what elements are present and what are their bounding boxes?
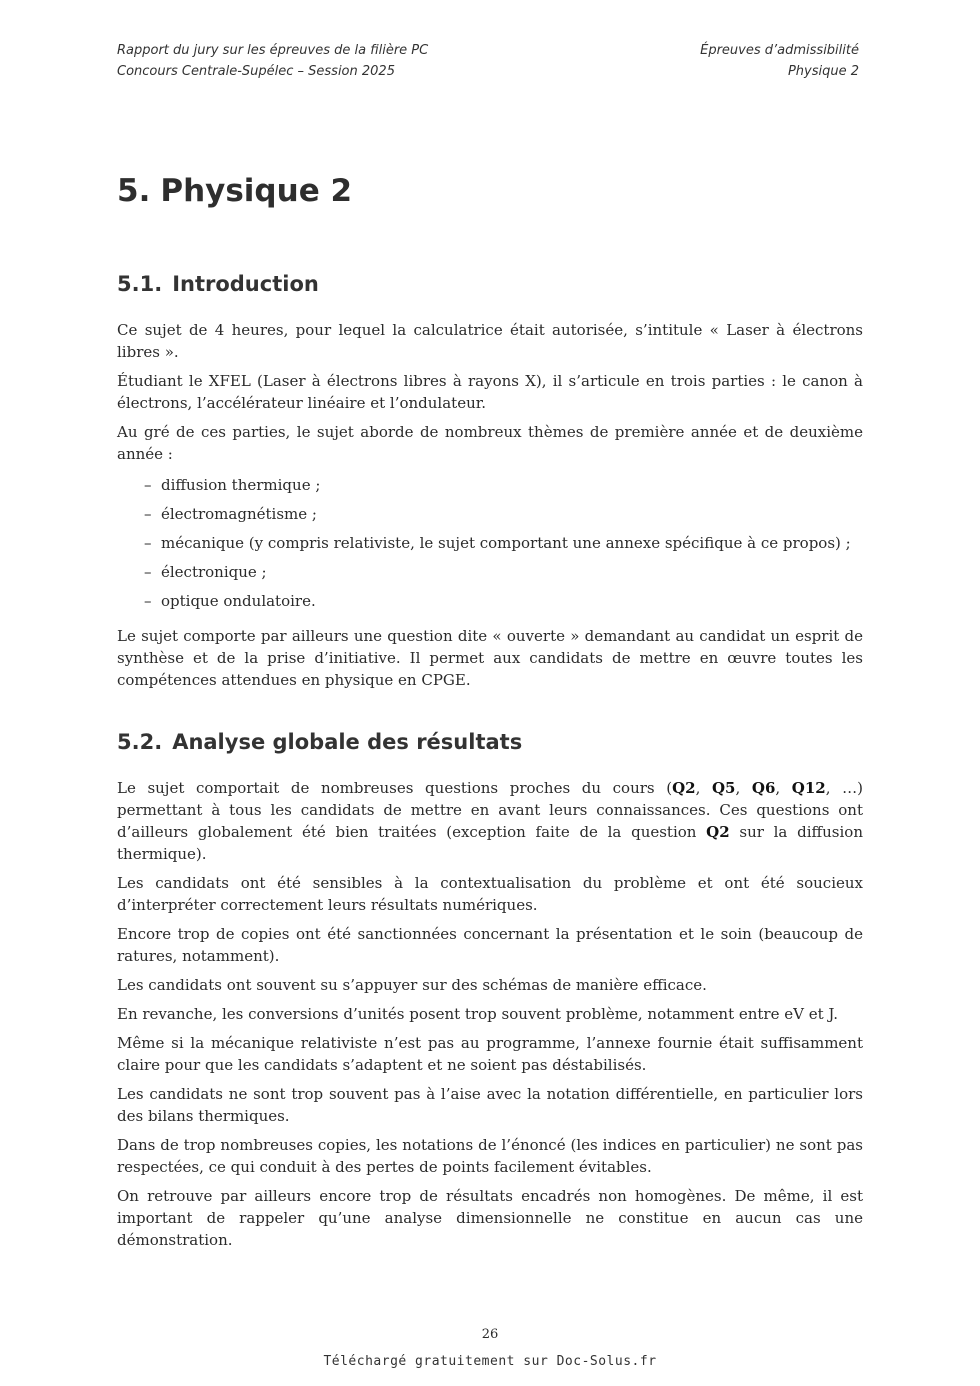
section-number: 5.2.: [117, 730, 163, 754]
list-item-text: diffusion thermique ;: [161, 476, 321, 494]
header-exam-name: Physique 2: [787, 64, 859, 79]
analysis-paragraph: [117, 777, 863, 865]
analysis-paragraph: En revanche, les conversions d’unités posent trop souvent problème, notamment entre eV et J.: [117, 1005, 839, 1023]
text-run: ,: [735, 779, 752, 797]
list-item: [144, 561, 863, 583]
intro-paragraph: Étudiant le XFEL (Laser à électrons libres à rayons X), il s’articule en trois parties : le canon à électrons, l’accélérateur linéaire et l’ondulateur.: [117, 372, 863, 412]
question-ref: Q12: [791, 779, 826, 797]
intro-paragraph: Ce sujet de 4 heures, pour lequel la calculatrice était autorisée, s’intitule « Laser à électrons libres ».: [117, 321, 863, 361]
text-run: ,: [775, 779, 792, 797]
analysis-paragraph: Dans de trop nombreuses copies, les notations de l’énoncé (les indices en particulier) ne sont pas respectées, ce qui conduit à des pertes de points facilement évitables.: [117, 1136, 863, 1176]
intro-paragraph: Au gré de ces parties, le sujet aborde de nombreux thèmes de première année et de deuxième année :: [117, 423, 863, 463]
section-heading-analysis: [117, 727, 863, 757]
list-item: [144, 532, 863, 554]
list-marker: –: [144, 505, 152, 523]
section-heading-introduction: [117, 269, 863, 299]
question-ref: Q2: [706, 823, 730, 841]
chapter-title-text: Physique 2: [160, 173, 353, 209]
analysis-paragraph: Les candidats ont été sensibles à la contextualisation du problème et ont été soucieux d’interpréter correctement leurs résultats numériques.: [117, 874, 863, 914]
list-item-text: électromagnétisme ;: [161, 505, 317, 523]
list-item: [144, 474, 863, 496]
question-ref: Q2: [672, 779, 696, 797]
section-title: Analyse globale des résultats: [172, 730, 523, 754]
header-contest-session: Concours Centrale-Supélec – Session 2025: [117, 64, 395, 79]
header-report-title: Rapport du jury sur les épreuves de la filière PC: [117, 43, 429, 58]
list-item-text: mécanique (y compris relativiste, le sujet comportant une annexe spécifique à ce propos) ;: [161, 534, 851, 552]
header-exam-type: Épreuves d’admissibilité: [700, 43, 859, 58]
page-header-right: [700, 40, 859, 82]
section-title: Introduction: [172, 272, 319, 296]
text-run: Le sujet comportait de nombreuses questions proches du cours (: [117, 779, 673, 797]
list-item: [144, 590, 863, 612]
chapter-title: [117, 170, 863, 212]
list-marker: –: [144, 476, 152, 494]
analysis-paragraph: Les candidats ont souvent su s’appuyer sur des schémas de manière efficace.: [117, 976, 707, 994]
list-item: [144, 503, 863, 525]
analysis-paragraph: Même si la mécanique relativiste n’est pas au programme, l’annexe fournie était suffisamment claire pour que les candidats s’adaptent et ne soient pas déstabilisés.: [117, 1034, 863, 1074]
list-marker: –: [144, 534, 152, 552]
list-marker: –: [144, 563, 152, 581]
question-ref: Q5: [711, 779, 736, 797]
list-item-text: optique ondulatoire.: [161, 592, 316, 610]
section-number: 5.1.: [117, 272, 163, 296]
intro-paragraph: Le sujet comporte par ailleurs une question dite « ouverte » demandant au candidat un esprit de synthèse et de la prise d’initiative. Il permet aux candidats de mettre en œuvre toutes les compétences attendues en physique en CPGE.: [117, 627, 863, 689]
download-footer: Téléchargé gratuitement sur Doc-Solus.fr: [323, 1354, 657, 1369]
page-header-left: [117, 40, 428, 82]
text-run: , …) permettant à tous les candidats de mettre en avant leurs connaissances. Ces questions ont d’ailleurs globalement été bien traitées (exception faite de la question: [117, 779, 863, 841]
question-ref: Q6: [751, 779, 776, 797]
list-marker: –: [144, 592, 152, 610]
page-number: 26: [481, 1327, 499, 1342]
page-content: [117, 170, 863, 1258]
analysis-paragraph: Les candidats ne sont trop souvent pas à l’aise avec la notation différentielle, en particulier lors des bilans thermiques.: [117, 1085, 863, 1125]
chapter-number: 5.: [117, 173, 151, 209]
list-item-text: électronique ;: [161, 563, 267, 581]
themes-list: [117, 474, 863, 612]
text-run: ,: [695, 779, 712, 797]
analysis-paragraph: Encore trop de copies ont été sanctionnées concernant la présentation et le soin (beaucoup de ratures, notamment).: [117, 925, 863, 965]
analysis-paragraph: On retrouve par ailleurs encore trop de résultats encadrés non homogènes. De même, il est important de rappeler qu’une analyse dimensionnelle ne constitue en aucun cas une démonstration.: [117, 1187, 863, 1249]
text-run: sur la diffusion thermique).: [117, 823, 863, 863]
